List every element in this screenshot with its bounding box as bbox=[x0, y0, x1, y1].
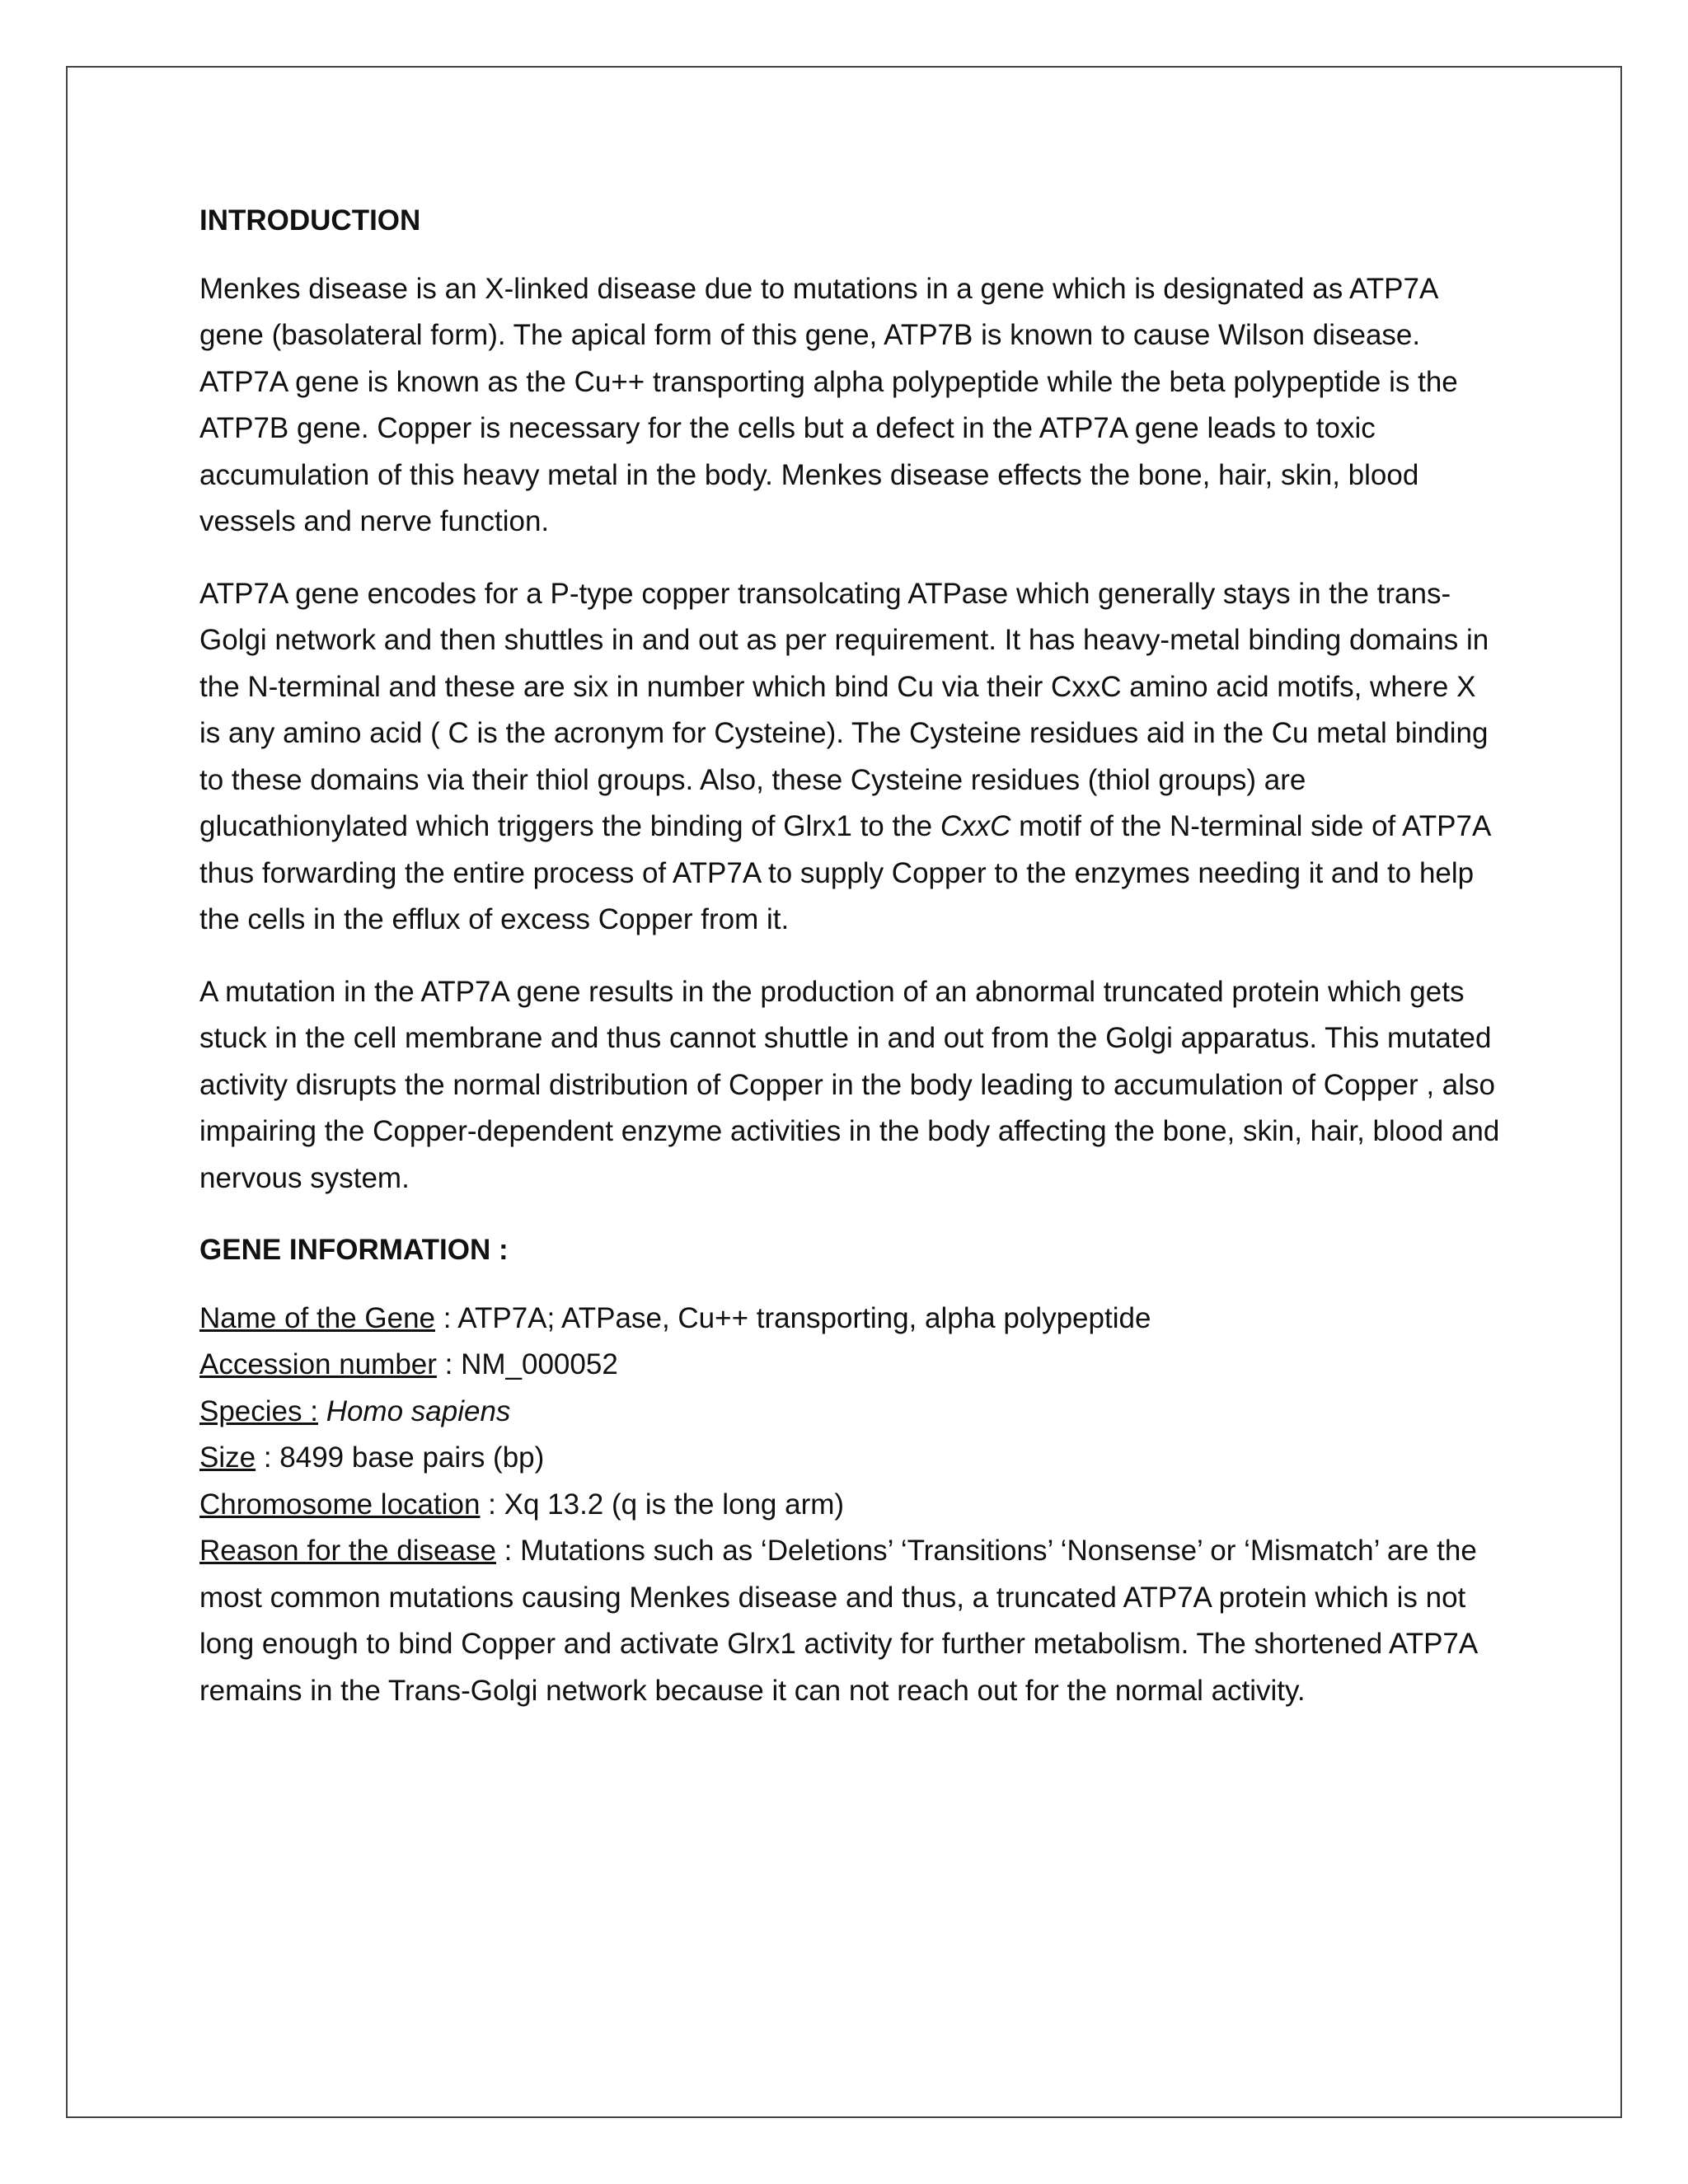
intro-paragraph-2-start: ATP7A gene encodes for a P-type copper transolcating ATPase which generally stays in the trans-Golgi network and then shuttles in and out as per requirement. It has heavy-metal binding domains in the N-terminal and these are six in number which bind Cu via their CxxC amino acid motifs, where X is any amino acid ( C is the acronym for Cysteine). The Cysteine residues aid in the Cu metal binding to these domains via their thiol groups. Also, these Cysteine residues (thiol groups) are glucathionylated which triggers the binding of Glrx1 to the bbox=[199, 577, 1489, 842]
reason-for-disease-label: Reason for the disease bbox=[199, 1535, 496, 1567]
gene-name-label: Name of the Gene bbox=[199, 1301, 435, 1334]
chromosome-location-label: Chromosome location bbox=[199, 1488, 481, 1521]
size-value: : 8499 base pairs (bp) bbox=[256, 1441, 545, 1474]
gene-information-list bbox=[199, 1296, 1502, 1715]
intro-paragraph-2 bbox=[199, 571, 1502, 944]
accession-number-row bbox=[199, 1342, 1502, 1389]
gene-name-value: : ATP7A; ATPase, Cu++ transporting, alpha polypeptide bbox=[435, 1301, 1151, 1334]
document-body bbox=[199, 198, 1502, 1714]
chromosome-location-row bbox=[199, 1482, 1502, 1529]
gene-name-row bbox=[199, 1296, 1502, 1343]
introduction-heading: INTRODUCTION bbox=[199, 204, 421, 237]
intro-paragraph-2-end: motif of the N-terminal side of ATP7A thus forwarding the entire process of ATP7A to supply Copper to the enzymes needing it and to help the cells in the efflux of excess Copper from it. bbox=[199, 810, 1490, 935]
accession-number-value: : NM_000052 bbox=[436, 1348, 618, 1380]
size-label: Size bbox=[199, 1441, 256, 1474]
chromosome-location-value: : Xq 13.2 (q is the long arm) bbox=[480, 1488, 845, 1521]
intro-paragraph-1: Menkes disease is an X-linked disease due to mutations in a gene which is designated as ATP7A gene (basolateral form). The apical form of this gene, ATP7B is known to cause Wilson disease. ATP7A gene is known as the Cu++ transporting alpha polypeptide while the beta polypeptide is the ATP7B gene. Copper is necessary for the cells but a defect in the ATP7A gene leads to toxic accumulation of this heavy metal in the body. Menkes disease effects the bone, hair, skin, blood vessels and nerve function. bbox=[199, 272, 1458, 537]
size-row bbox=[199, 1435, 1502, 1482]
cxxc-motif-term: CxxC bbox=[940, 810, 1011, 842]
gene-information-heading: GENE INFORMATION : bbox=[199, 1234, 509, 1266]
species-row bbox=[199, 1389, 1502, 1436]
species-value: Homo sapiens bbox=[317, 1394, 511, 1427]
accession-number-label: Accession number bbox=[199, 1348, 437, 1380]
intro-paragraph-3: A mutation in the ATP7A gene results in the production of an abnormal truncated protein which gets stuck in the cell membrane and thus cannot shuttle in and out from the Golgi apparatus. This mutated activity disrupts the normal distribution of Copper in the body leading to accumulation of Copper , also impairing the Copper-dependent enzyme activities in the body affecting the bone, skin, hair, blood and nervous system. bbox=[199, 975, 1500, 1194]
species-label: Species : bbox=[199, 1394, 318, 1427]
reason-for-disease-row bbox=[199, 1528, 1502, 1714]
reason-for-disease-value: : Mutations such as ‘Deletions’ ‘Transitions’ ‘Nonsense’ or ‘Mismatch’ are the most common mutations causing Menkes disease and thus, a truncated ATP7A protein which is not long enough to bind Copper and activate Glrx1 activity for further metabolism. The shortened ATP7A remains in the Trans-Golgi network because it can not reach out for the normal activity. bbox=[199, 1535, 1477, 1707]
